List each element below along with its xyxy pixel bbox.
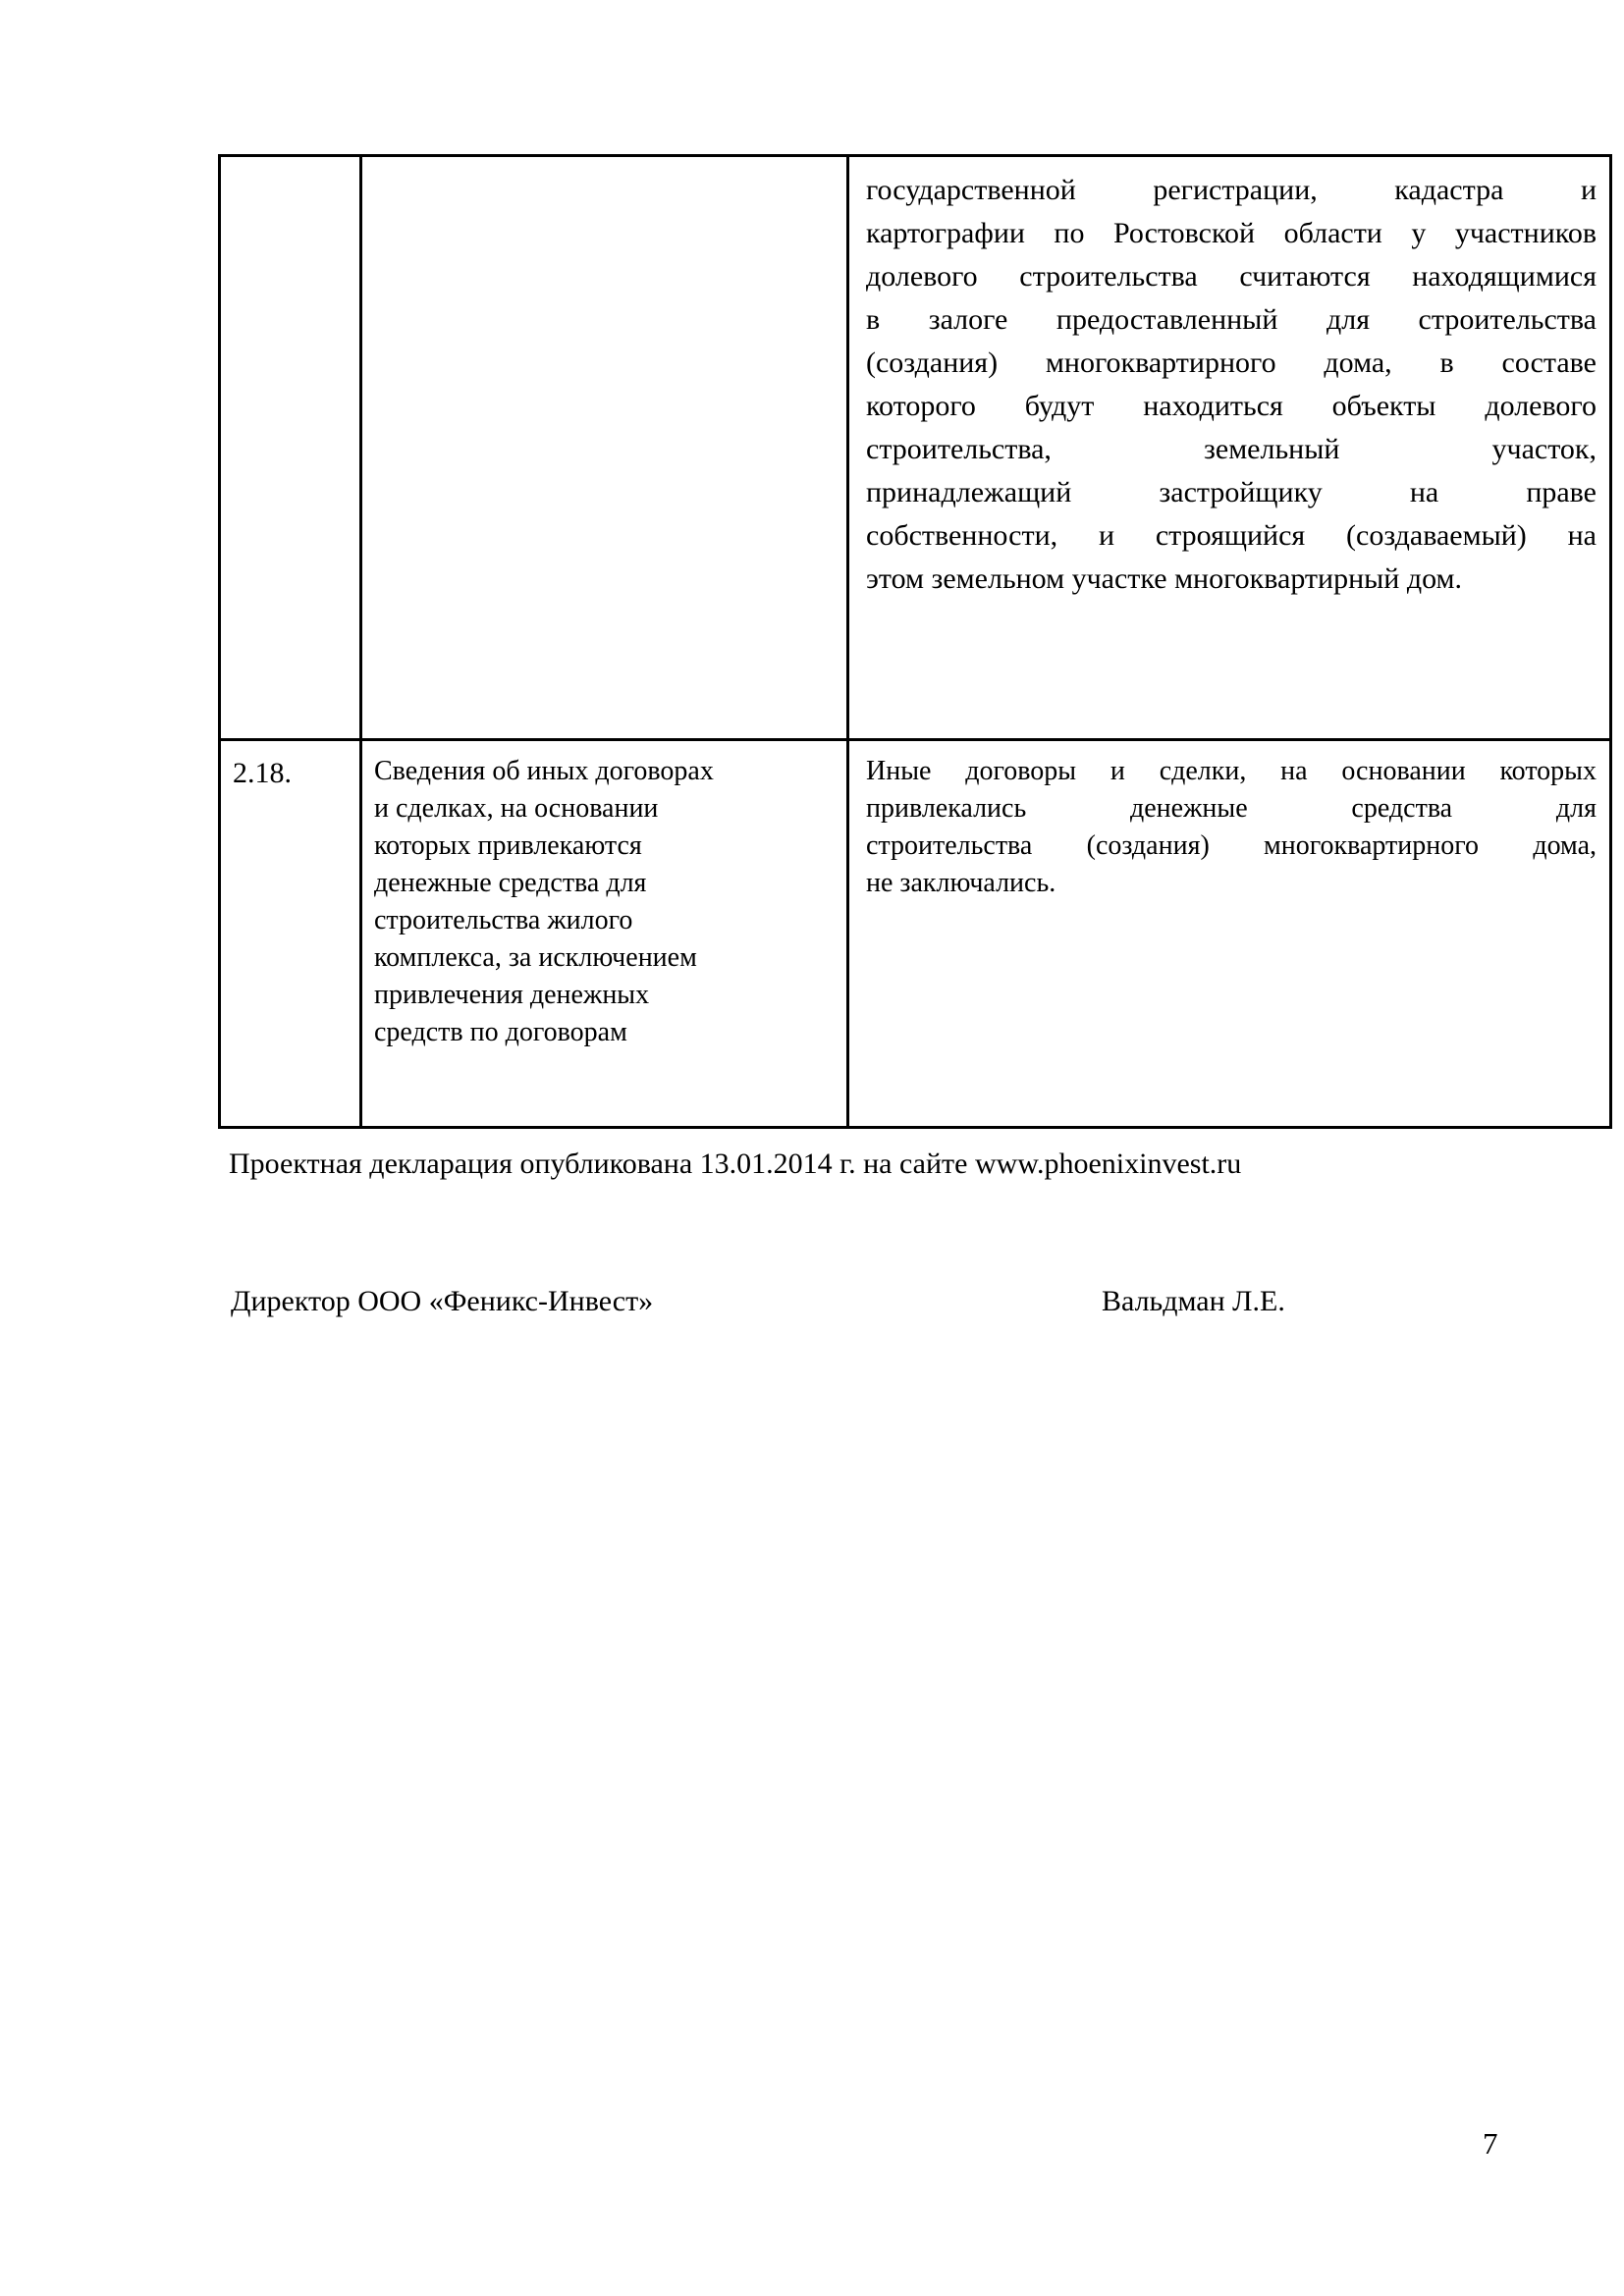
text-line: долевого строительства считаются находящимися xyxy=(866,260,1597,293)
text-line: в залоге предоставленный для строительства xyxy=(866,303,1597,336)
page-number: 7 xyxy=(1483,2126,1498,2161)
cell-section-label xyxy=(361,740,848,1128)
text-line: которых привлекаются xyxy=(374,830,642,861)
table-row-continuation xyxy=(220,156,1611,740)
text-line: денежные средства для xyxy=(374,868,647,898)
text-line: строительства, земельный участок, xyxy=(866,433,1597,465)
text-line: средств по договорам xyxy=(374,1017,627,1047)
signature-role: Директор ООО «Феникс-Инвест» xyxy=(231,1285,654,1317)
text-line: не заключались. xyxy=(866,868,1056,898)
text-line: принадлежащий застройщику на праве xyxy=(866,476,1597,508)
text-line: Сведения об иных договорах xyxy=(374,756,714,786)
cell-section-number xyxy=(220,156,361,740)
text-line: которого будут находиться объекты долевого xyxy=(866,390,1597,422)
cell-section-label xyxy=(361,156,848,740)
publication-note: Проектная декларация опубликована 13.01.2014 г. на сайте www.phoenixinvest.ru xyxy=(229,1148,1242,1180)
cell-section-value xyxy=(848,740,1611,1128)
table-row-2-18 xyxy=(220,740,1611,1128)
cell-section-number: 2.18. xyxy=(220,740,361,1128)
text-line: этом земельном участке многоквартирный дом. xyxy=(866,562,1463,595)
text-line: Иные договоры и сделки, на основании которых xyxy=(866,756,1597,786)
text-line: строительства жилого xyxy=(374,905,633,935)
declaration-table xyxy=(218,154,1612,1129)
signature-name: Вальдман Л.Е. xyxy=(1102,1285,1285,1317)
text-line: комплекса, за исключением xyxy=(374,942,697,973)
cell-section-value xyxy=(848,156,1611,740)
text-line: привлекались денежные средства для xyxy=(866,793,1597,824)
text-line: собственности, и строящийся (создаваемый) на xyxy=(866,519,1597,552)
text-line: и сделках, на основании xyxy=(374,793,659,824)
text-line: (создания) многоквартирного дома, в составе xyxy=(866,347,1597,379)
text-line: привлечения денежных xyxy=(374,980,650,1010)
text-line: строительства (создания) многоквартирного дома, xyxy=(866,830,1597,861)
text-line: государственной регистрации, кадастра и xyxy=(866,174,1597,206)
text-line: картографии по Ростовской области у участников xyxy=(866,217,1597,249)
